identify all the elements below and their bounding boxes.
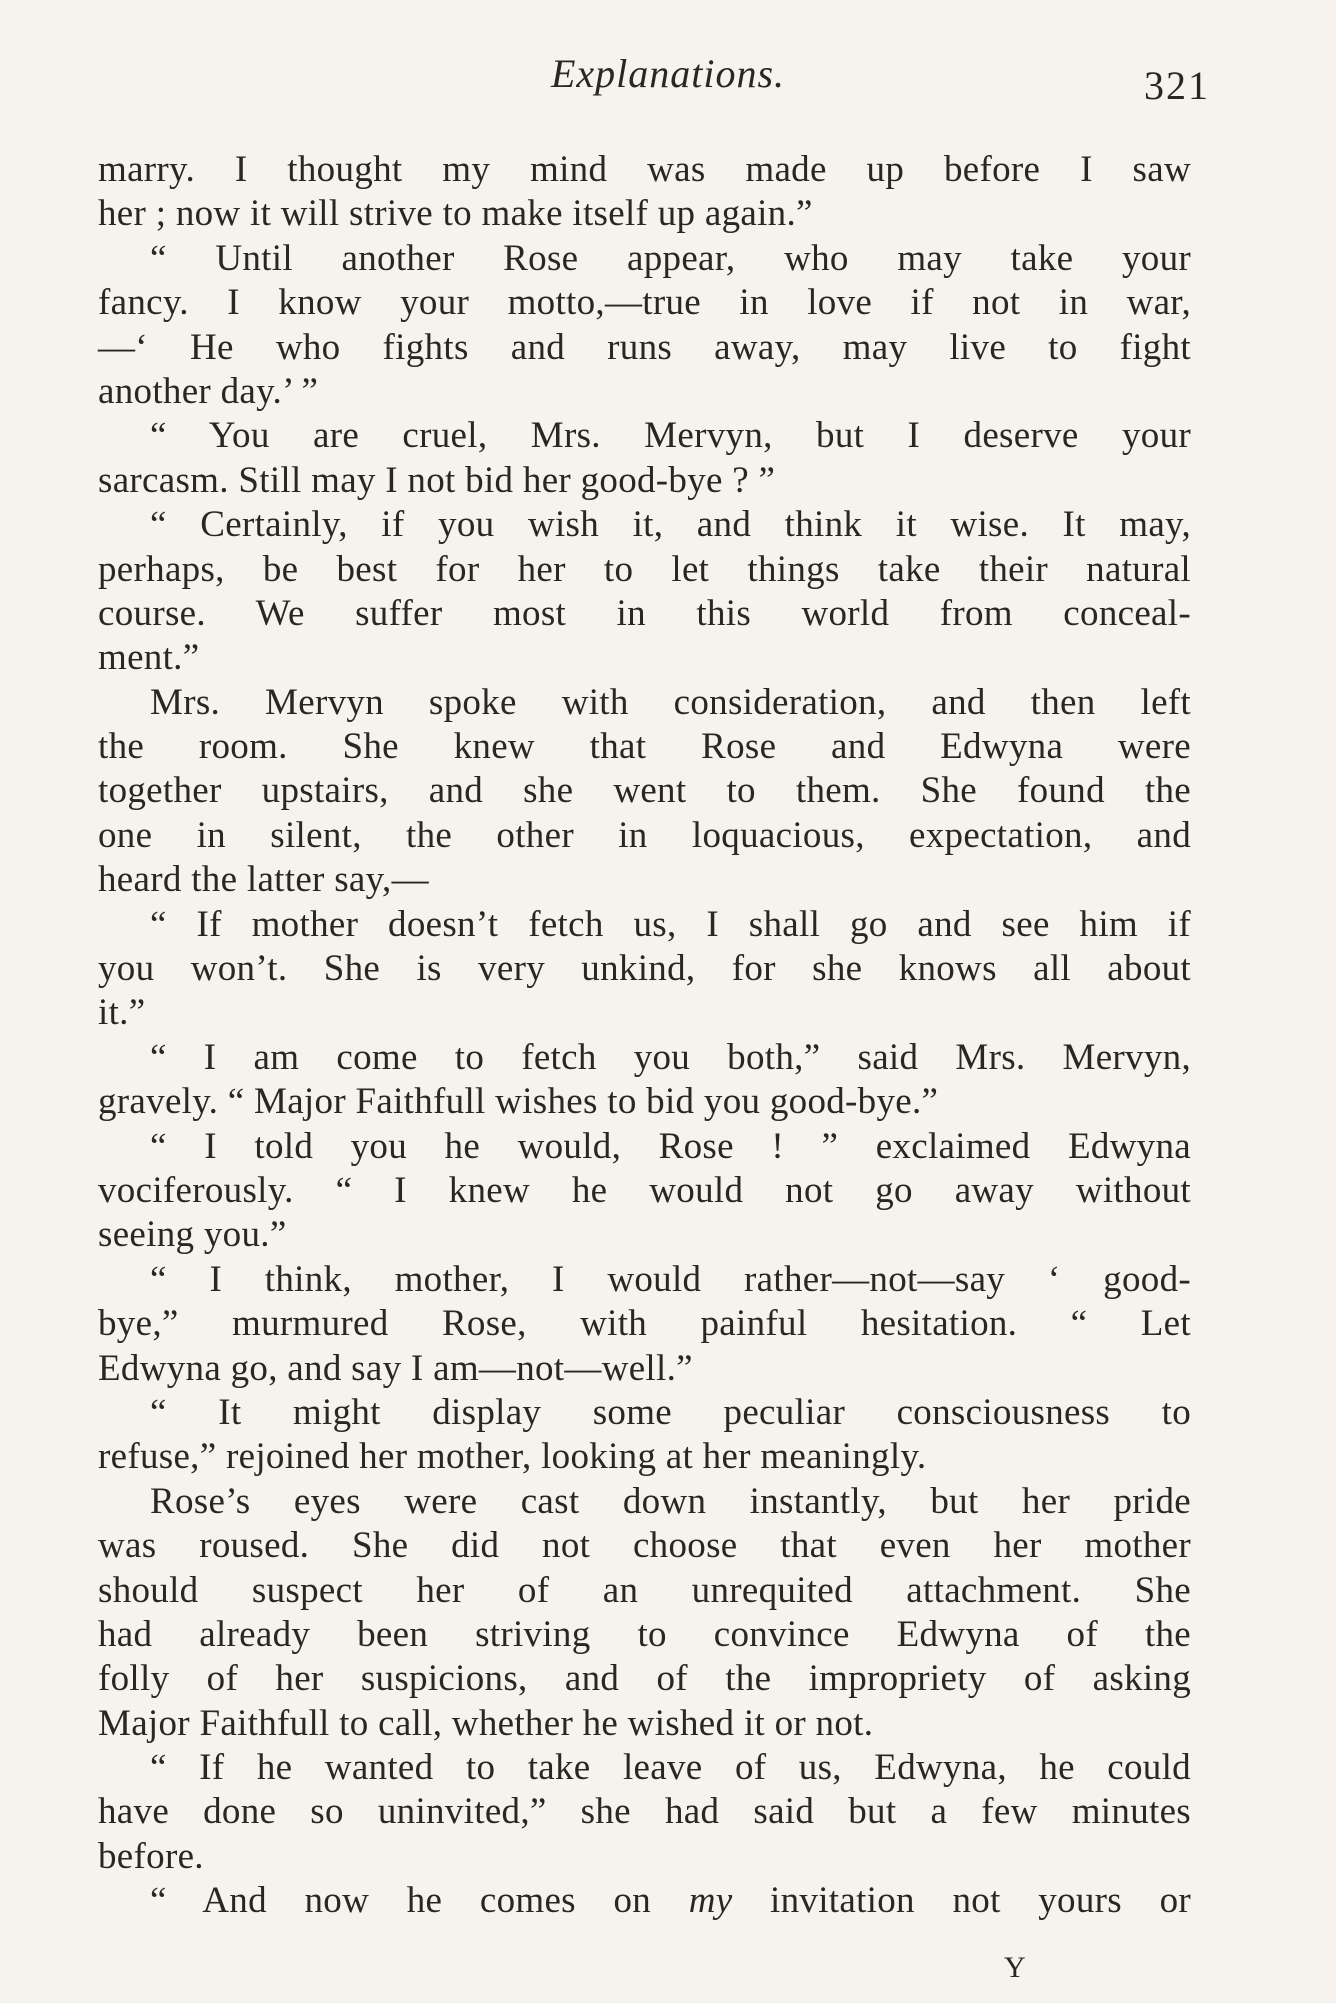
running-head xyxy=(0,50,1336,110)
text-line: Mrs. Mervyn spoke with consideration, and then left xyxy=(150,681,1191,723)
text-line: “ It might display some peculiar consciousness to xyxy=(150,1391,1191,1433)
text-line: Major Faithfull to call, whether he wished it or not. xyxy=(98,1702,874,1744)
text-line: heard the latter say,— xyxy=(98,859,429,901)
text-line: should suspect her of an unrequited attachment. She xyxy=(98,1569,1191,1611)
text-line: Edwyna go, and say I am—not—well.” xyxy=(98,1347,693,1389)
text-line: ment.” xyxy=(98,637,200,679)
text-line: course. We suffer most in this world from conceal- xyxy=(98,592,1191,634)
text-line: had already been striving to convince Edwyna of the xyxy=(98,1613,1191,1655)
text-line: another day.’ ” xyxy=(98,370,319,412)
text-line: “ If he wanted to take leave of us, Edwyna, he could xyxy=(150,1747,1191,1789)
text-line: “ Until another Rose appear, who may take your xyxy=(150,237,1191,279)
text-line: together upstairs, and she went to them. She found the xyxy=(98,770,1191,812)
text-segment: “ And now he comes on xyxy=(150,1880,689,1922)
text-line: one in silent, the other in loquacious, expectation, and xyxy=(98,814,1191,856)
page-number: 321 xyxy=(1144,63,1210,108)
text-line: marry. I thought my mind was made up before I saw xyxy=(98,149,1191,190)
text-line: you won’t. She is very unkind, for she knows all about xyxy=(98,948,1191,990)
text-line: gravely. “ Major Faithfull wishes to bid you good-bye.” xyxy=(98,1081,939,1123)
text-line: vociferously. “ I knew he would not go away without xyxy=(98,1169,1191,1211)
text-line: Rose’s eyes were cast down instantly, but her pride xyxy=(150,1480,1191,1522)
text-line: fancy. I know your motto,—true in love if not in war, xyxy=(98,282,1191,324)
text-line: refuse,” rejoined her mother, looking at her meaningly. xyxy=(98,1436,927,1478)
text-line: sarcasm. Still may I not bid her good-bye ? ” xyxy=(98,459,776,501)
text-line: —‘ He who fights and runs away, may live to fight xyxy=(98,326,1191,368)
text-line: bye,” murmured Rose, with painful hesitation. “ Let xyxy=(98,1303,1191,1345)
text-segment: invitation not yours or xyxy=(732,1880,1191,1922)
text-line: have done so uninvited,” she had said but a few minutes xyxy=(98,1791,1191,1833)
running-title: Explanations. xyxy=(550,51,786,96)
text-line: “ I told you he would, Rose ! ” exclaimed Edwyna xyxy=(150,1125,1191,1167)
text-line: “ Certainly, if you wish it, and think it wise. It may, xyxy=(150,504,1191,546)
text-line: before. xyxy=(98,1835,204,1877)
signature-mark: Y xyxy=(1004,1951,1026,1984)
text-line: “ You are cruel, Mrs. Mervyn, but I deserve your xyxy=(150,415,1191,457)
text-line: “ I am come to fetch you both,” said Mrs. Mervyn, xyxy=(150,1036,1191,1078)
text-line: folly of her suspicions, and of the impropriety of asking xyxy=(98,1658,1191,1700)
text-line: “ I think, mother, I would rather—not—say ‘ good- xyxy=(150,1258,1191,1300)
italic-word: my xyxy=(688,1880,733,1922)
text-line xyxy=(98,1879,1191,1923)
text-line: it.” xyxy=(98,992,146,1034)
text-line: seeing you.” xyxy=(98,1214,287,1256)
text-line: perhaps, be best for her to let things take their natural xyxy=(98,548,1191,590)
text-line: the room. She knew that Rose and Edwyna were xyxy=(98,726,1191,768)
body-text xyxy=(98,148,1191,1924)
text-line: her ; now it will strive to make itself up again.” xyxy=(98,193,813,235)
text-line: was roused. She did not choose that even her mother xyxy=(98,1525,1191,1567)
text-line: “ If mother doesn’t fetch us, I shall go and see him if xyxy=(150,903,1191,945)
